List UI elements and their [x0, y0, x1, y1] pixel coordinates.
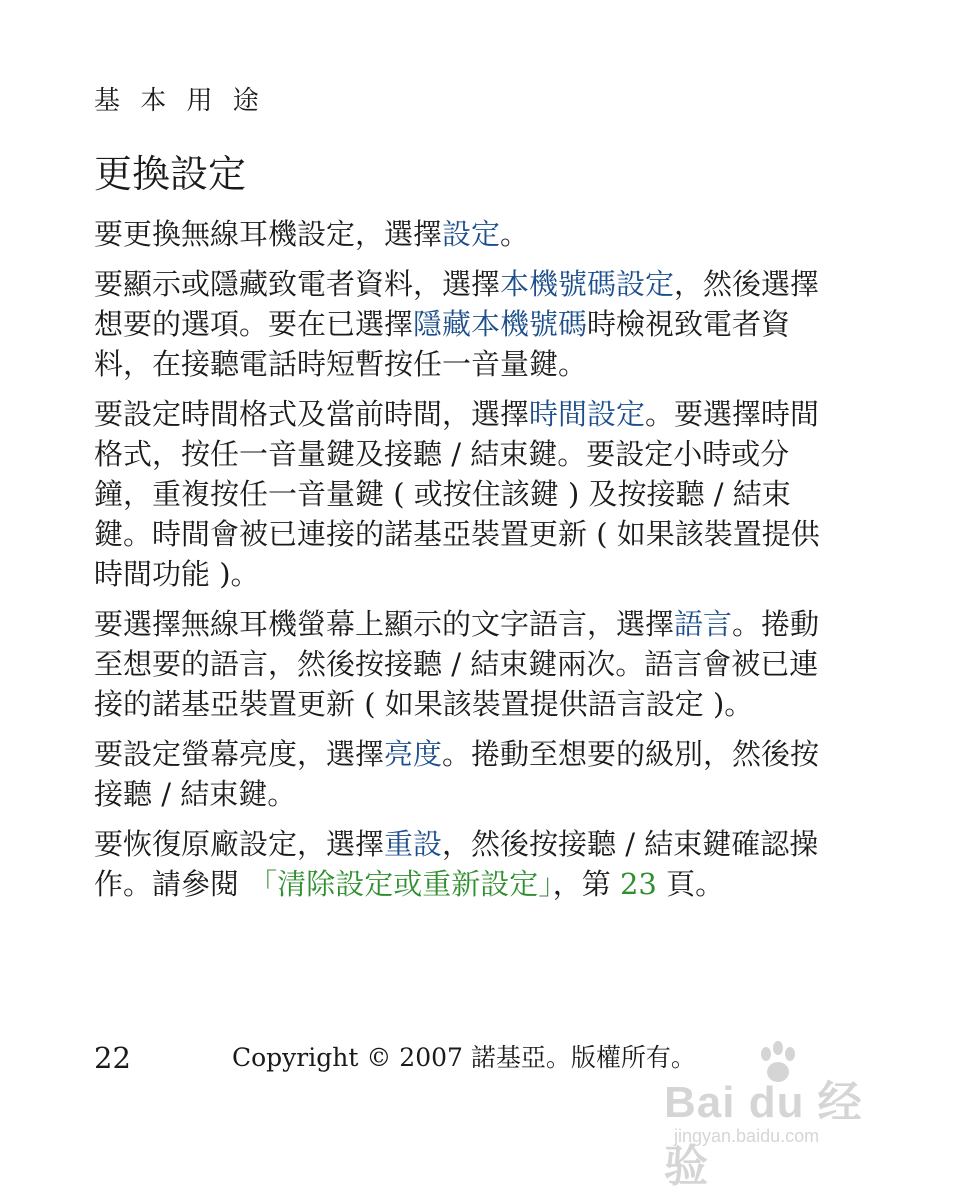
copyright-notice: Copyright © 2007 諾基亞。版權所有。: [232, 1043, 696, 1072]
page-title: 更換設定: [94, 152, 247, 196]
text-segment: 要設定螢幕亮度，選擇: [94, 737, 385, 771]
text-segment: 要恢復原廠設定，選擇: [94, 827, 385, 861]
paragraph-brightness: [94, 734, 834, 814]
text-segment: 要選擇無線耳機螢幕上顯示的文字語言，選擇: [94, 607, 675, 641]
page-number: 22: [94, 1041, 131, 1075]
paragraph-change-settings: [94, 214, 834, 254]
menu-item-time-settings: 時間設定: [529, 397, 646, 431]
paragraph-time-settings: [94, 394, 834, 594]
text-segment: 要顯示或隱藏致電者資料，選擇: [94, 267, 501, 301]
text-segment: ，然後選擇想要的選項。要在已選擇: [94, 267, 820, 341]
text-segment: 要設定時間格式及當前時間，選擇: [94, 397, 530, 431]
paragraph-caller-id: [94, 264, 834, 384]
text-segment: ，然後按接聽 / 結束鍵確認操作。請參閱: [94, 827, 819, 901]
page-reference-link[interactable]: 23: [619, 867, 657, 901]
menu-item-hide-own-number: 隱藏本機號碼: [413, 307, 588, 341]
text-segment: 時檢視致電者資料，在接聽電話時短暫按任一音量鍵。: [94, 307, 791, 381]
cross-reference-link[interactable]: 「清除設定或重新設定」: [248, 867, 553, 901]
text-segment: 。捲動至想要的級別，然後按接聽 / 結束鍵。: [94, 737, 820, 811]
menu-item-language: 語言: [674, 607, 733, 641]
section-header: 基 本 用 途: [94, 86, 265, 116]
menu-item-settings: 設定: [442, 217, 501, 251]
menu-item-reset: 重設: [384, 827, 443, 861]
menu-item-brightness: 亮度: [384, 737, 443, 771]
baidu-watermark: [664, 1040, 894, 1191]
watermark-url: jingyan.baidu.com: [674, 1126, 820, 1146]
text-segment: 。要選擇時間格式，按任一音量鍵及接聽 / 結束鍵。要設定小時或分鐘，重複按任一音量鍵 ( 或按住該鍵 ) 及按接聽 / 結束鍵。時間會被已連接的諾基亞裝置更新 ( 如果該裝置提供時間功能 )。: [94, 397, 820, 591]
watermark-brand: Bai du 经验: [664, 1078, 863, 1191]
body-content: [94, 214, 834, 914]
text-segment: 。捲動至想要的語言，然後按接聽 / 結束鍵兩次。語言會被已連接的諾基亞裝置更新 ( 如果該裝置提供語言設定 )。: [94, 607, 820, 721]
text-segment: ，第: [552, 867, 620, 901]
paragraph-reset: [94, 824, 834, 904]
text-segment: 頁。: [656, 867, 725, 901]
text-segment: 。: [500, 217, 530, 251]
text-segment: 要更換無線耳機設定，選擇: [94, 217, 443, 251]
paragraph-language: [94, 604, 834, 724]
menu-item-own-number-settings: 本機號碼設定: [500, 267, 675, 301]
